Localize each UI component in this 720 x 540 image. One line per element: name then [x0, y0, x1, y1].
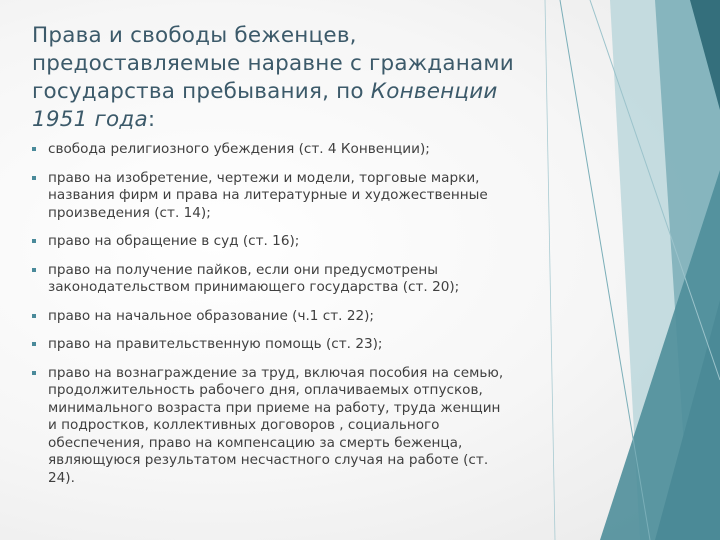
- list-item-assistance: [32, 336, 512, 354]
- list-item-labor: [32, 365, 512, 488]
- list-item-text: право на вознаграждение за труд, включая пособия на семью, продолжительность рабочего дня, оплачиваемых отпусков, минимального возраста при приеме на работу, труда женщин и подростков, коллективных договоров , социального обеспечения, право на компенсацию за смерть беженца, являющуюся результатом несчастного случая на работе (ст. 24).: [48, 364, 504, 486]
- list-item-rations: [32, 262, 512, 297]
- list-item-court: [32, 233, 512, 251]
- list-item-text: право на начальное образование (ч.1 ст. 22);: [48, 307, 374, 324]
- bullet-icon: [32, 239, 36, 243]
- list-item-education: [32, 308, 512, 326]
- bullet-icon: [32, 371, 36, 375]
- title-convention: Конвенции 1951 года: [32, 79, 498, 132]
- list-item-text: право на получение пайков, если они предусмотрены законодательством принимающего государства (ст. 20);: [48, 261, 460, 295]
- list-item-text: право на изобретение, чертежи и модели, торговые марки, названия фирм и права на литературные и художественные произведения (ст. 14);: [48, 169, 488, 221]
- list-item-text: право на правительственную помощь (ст. 23);: [48, 336, 383, 352]
- bullet-icon: [32, 176, 36, 180]
- deco-line-3: [545, 0, 555, 540]
- bullet-icon: [32, 342, 36, 346]
- title-text: Права и свободы беженцев, предоставляемые наравне с гражданами государства пребывания, по: [32, 23, 514, 104]
- list-item-religion: [32, 141, 512, 159]
- bullet-icon: [32, 268, 36, 272]
- bullet-icon: [32, 314, 36, 318]
- list-item-text: свобода религиозного убеждения (ст. 4 Конвенции);: [48, 141, 430, 157]
- rights-list: [32, 141, 512, 498]
- title-colon: :: [147, 107, 156, 132]
- list-item-text: право на обращение в суд (ст. 16);: [48, 233, 300, 249]
- bullet-icon: [32, 147, 36, 151]
- slide-title: [32, 22, 542, 134]
- list-item-inventions: [32, 170, 512, 223]
